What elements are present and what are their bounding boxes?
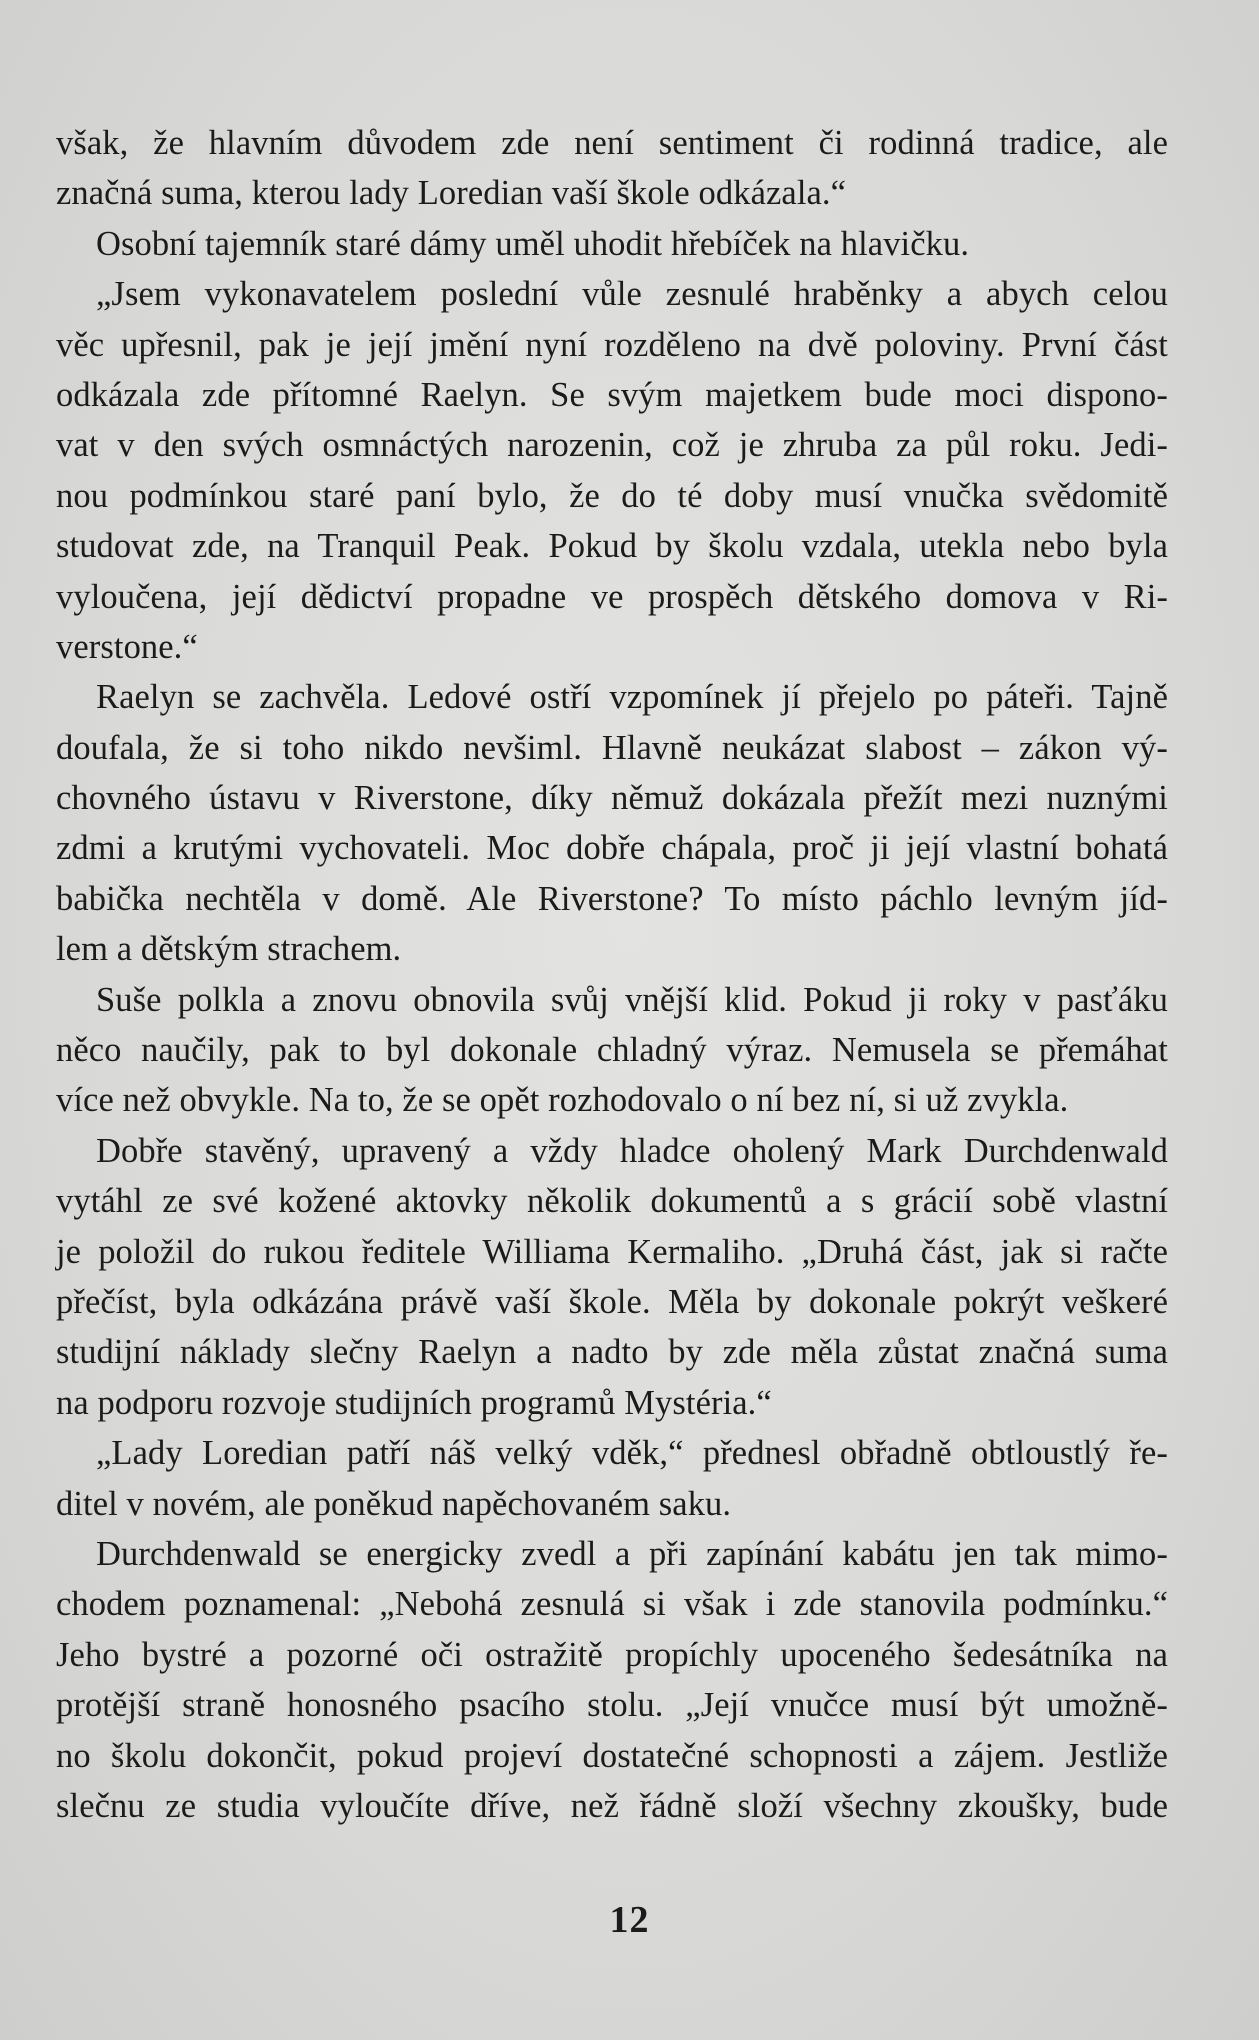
text-line: věc upřesnil, pak je její jmění nyní rozděleno na dvě poloviny. První část [56,325,1168,364]
text-line: „Lady Loredian patří náš velký vděk,“ přednesl obřadně obtloustlý ře- [96,1434,1168,1473]
text-line: je položil do rukou ředitele Williama Kermaliho. „Druhá část, jak si račte [56,1232,1168,1271]
text-line: vytáhl ze své kožené aktovky několik dokumentů a s grácií sobě vlastní [56,1182,1168,1221]
text-line: „Jsem vykonavatelem poslední vůle zesnulé hraběnky a abych celou [96,275,1168,314]
text-line: Osobní tajemník staré dámy uměl uhodit hřebíček na hlavičku. [96,224,970,263]
text-line: vat v den svých osmnáctých narozenin, což je zhruba za půl roku. Jedi- [56,426,1168,465]
text-line: odkázala zde přítomné Raelyn. Se svým majetkem bude moci dispono- [56,375,1168,414]
text-line: chovného ústavu v Riverstone, díky němuž dokázala přežít mezi nuznými [56,779,1168,818]
text-line: doufala, že si toho nikdo nevšiml. Hlavně neukázat slabost – zákon vý- [56,728,1168,767]
text-line: Raelyn se zachvěla. Ledové ostří vzpomínek jí přejelo po páteři. Tajně [96,678,1168,717]
text-line: na podporu rozvoje studijních programů Mystéria.“ [56,1383,772,1422]
text-line: lem a dětským strachem. [56,930,402,969]
text-line: verstone.“ [56,627,198,666]
text-line: přečíst, byla odkázána právě vaší škole. Měla by dokonale pokrýt veškeré [56,1282,1168,1321]
text-line: protější straně honosného psacího stolu. „Její vnučce musí být umožně- [56,1686,1168,1725]
text-line: ditel v novém, ale poněkud napěchovaném saku. [56,1484,732,1523]
text-line: slečnu ze studia vyloučíte dříve, než řádně složí všechny zkoušky, bude [56,1786,1168,1825]
text-line: babička nechtěla v domě. Ale Riverstone? To místo páchlo levným jíd- [56,879,1168,918]
text-line: nou podmínkou staré paní bylo, že do té doby musí vnučka svědomitě [56,476,1168,515]
text-line: něco naučily, pak to byl dokonale chladný výraz. Nemusela se přemáhat [56,1031,1168,1070]
text-line: studijní náklady slečny Raelyn a nadto by zde měla zůstat značná suma [56,1333,1168,1372]
text-line: Jeho bystré a pozorné oči ostražitě propíchly upoceného šedesátníka na [56,1635,1168,1674]
page-body-text [56,118,1168,1831]
page-number: 12 [609,1899,650,1941]
text-line: studovat zde, na Tranquil Peak. Pokud by školu vzdala, utekla nebo byla [56,527,1168,566]
text-line: vyloučena, její dědictví propadne ve prospěch dětského domova v Ri- [56,577,1168,616]
text-line: Suše polkla a znovu obnovila svůj vnější klid. Pokud ji roky v pasťáku [96,980,1168,1019]
text-line: zdmi a krutými vychovateli. Moc dobře chápala, proč ji její vlastní bohatá [56,829,1168,868]
text-line: no školu dokončit, pokud projeví dostatečné schopnosti a zájem. Jestliže [56,1736,1168,1775]
text-line: Dobře stavěný, upravený a vždy hladce oholený Mark Durchdenwald [96,1131,1168,1170]
text-line: Durchdenwald se energicky zvedl a při zapínání kabátu jen tak mimo- [96,1534,1168,1573]
text-line: značná suma, kterou lady Loredian vaší škole odkázala.“ [56,174,847,213]
text-line: chodem poznamenal: „Nebohá zesnulá si však i zde stanovila podmínku.“ [56,1585,1168,1624]
text-line: více než obvykle. Na to, že se opět rozhodovalo o ní bez ní, si už zvykla. [56,1081,1069,1120]
text-line: však, že hlavním důvodem zde není sentiment či rodinná tradice, ale [56,124,1168,162]
